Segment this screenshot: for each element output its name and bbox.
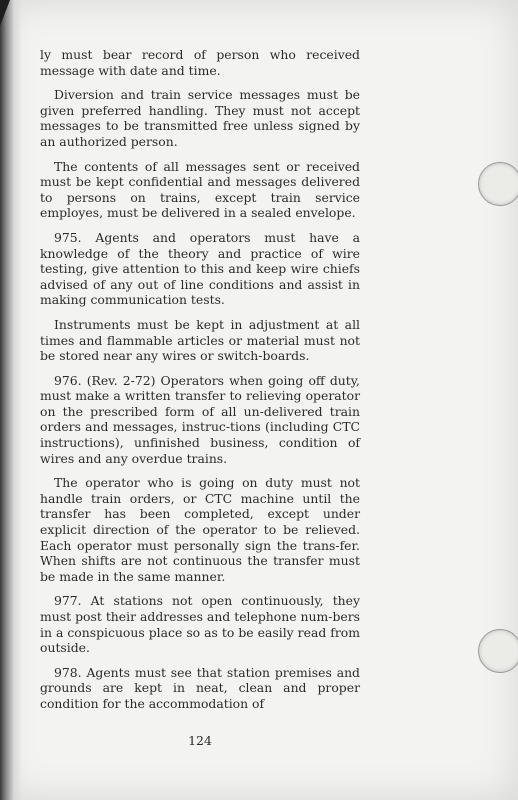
body-text xyxy=(40,47,360,721)
paragraph-rule-976: 976. (Rev. 2-72) Operators when going off duty, must make a written transfer to relieving operator on the prescribed form of all un-delivered train orders and messages, instruc-tions (including CTC instructions), unfinished business, condition of wires and any overdue trains. xyxy=(40,372,360,466)
binder-hole-bottom xyxy=(478,629,518,673)
paragraph-5: Instruments must be kept in adjustment at all times and flammable articles or material must not be stored near any wires or switch-boards. xyxy=(40,316,360,364)
page-number: 124 xyxy=(188,733,212,748)
page-edge-shadow xyxy=(0,0,22,800)
paragraph-rule-978: 978. Agents must see that station premises and grounds are kept in neat, clean and proper condition for the accommodation of xyxy=(40,664,360,711)
paragraph-3: The contents of all messages sent or received must be kept confidential and messages delivered to persons on trains, except train service employes, must be delivered in a sealed envelope. xyxy=(40,158,360,221)
paragraph-rule-975: 975. Agents and operators must have a knowledge of the theory and practice of wire testing, give attention to this and keep wire chiefs advised of any out of line conditions and assist in making communication tests. xyxy=(40,229,360,308)
paragraph-1: ly must bear record of person who received message with date and time. xyxy=(40,47,360,78)
paragraph-7: The operator who is going on duty must not handle train orders, or CTC machine until the transfer has been completed, except under explicit direction of the operator to be relieved. Each operator must personally sign the trans-fer. When shifts are not continuous the transfer must be made in the same manner. xyxy=(40,475,360,584)
binder-hole-top xyxy=(478,162,518,206)
folded-corner xyxy=(0,0,10,26)
paragraph-rule-977: 977. At stations not open continuously, they must post their addresses and telephone num-bers in a conspicuous place so as to be easily read from outside. xyxy=(40,593,360,656)
paragraph-2: Diversion and train service messages must be given preferred handling. They must not accept messages to be transmitted free unless signed by an authorized person. xyxy=(40,87,360,149)
